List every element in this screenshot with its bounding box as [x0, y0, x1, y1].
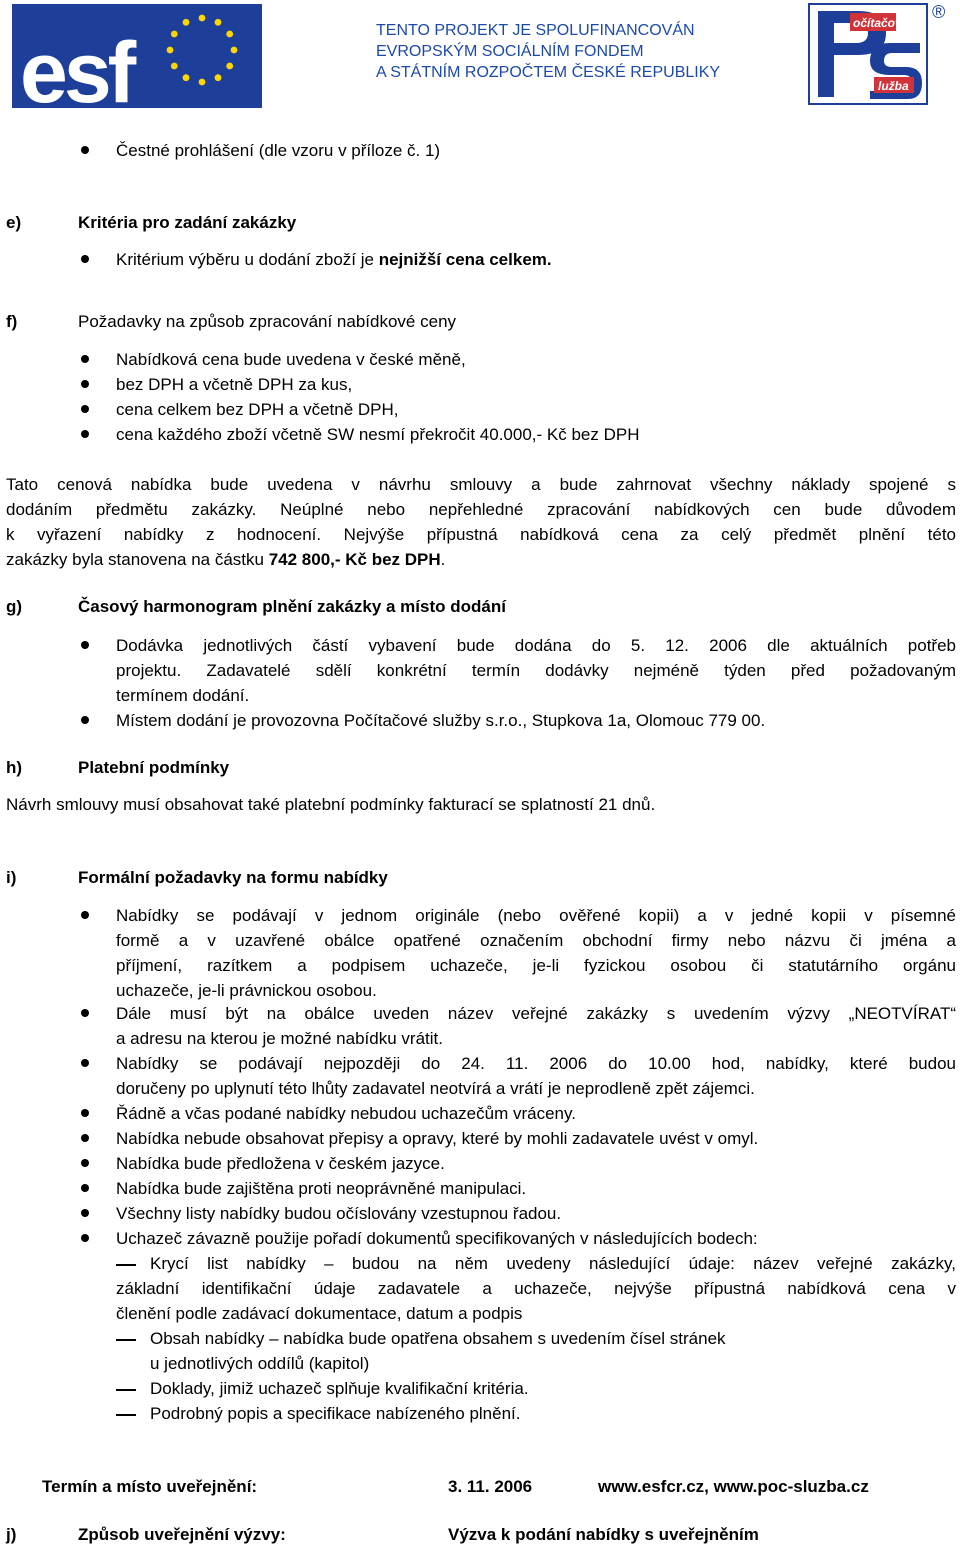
ps-logo-top-text: očítačová [853, 16, 909, 30]
bullet-icon [81, 716, 89, 724]
section-f-label: f) [6, 312, 18, 331]
section-h-label: h) [6, 758, 23, 777]
formal-req-line: příjmení, razítkem a podpisem uchazeče, je-li fyzickou osobou či statutárního orgánu [116, 956, 956, 975]
dash-icon [116, 1414, 136, 1416]
doc-order-line: základní identifikační údaje zadavatele a uchazeče, nejvýše přípustná nabídková cena v [116, 1279, 956, 1298]
delivery-line: projektu. Zadavatelé sdělí konkrétní termín dodávky nejméně týden před požadovaným [116, 661, 956, 680]
section-h-title: Platební podmínky [78, 758, 230, 777]
formal-req-line: Nabídky se podávají v jednom originále (nebo ověřené kopii) a v jedné kopii v písemné [116, 906, 956, 925]
formal-req-line: Nabídka bude předložena v českém jazyce. [116, 1154, 445, 1173]
doc-order-line: u jednotlivých oddílů (kapitol) [150, 1354, 370, 1373]
formal-req-line: a adresu na kterou je možné nabídku vrátit. [116, 1029, 443, 1048]
bullet-icon [81, 255, 89, 263]
section-g-label: g) [6, 597, 23, 616]
price-paragraph-last-line [6, 547, 445, 572]
registered-mark: ® [932, 2, 946, 22]
bullet-icon [81, 1209, 89, 1217]
delivery-line: termínem dodání. [116, 686, 250, 705]
criterion-prefix: Kritérium výběru u dodání zboží je [116, 250, 379, 269]
intro-bullet-text: Čestné prohlášení (dle vzoru v příloze č. 1) [116, 141, 441, 160]
publication-urls: www.esfcr.cz, www.poc-sluzba.cz [598, 1477, 869, 1496]
section-f-bullet: cena každého zboží včetně SW nesmí překročit 40.000,- Kč bez DPH [116, 425, 640, 444]
section-f-title: Požadavky na způsob zpracování nabídkové ceny [78, 312, 457, 331]
bullet-icon [81, 380, 89, 388]
publication-date: 3. 11. 2006 [448, 1477, 533, 1496]
pocitacova-sluzba-logo [808, 3, 928, 105]
formal-req-line: doručeny po uplynutí této lhůty zadavatel neotvírá a vrátí je neprodleně zpět zájemci. [116, 1079, 755, 1098]
max-price-value: 742 800,- Kč bez DPH [268, 550, 441, 569]
delivery-line: Dodávka jednotlivých částí vybavení bude dodána do 5. 12. 2006 dle aktuálních potřeb [116, 636, 956, 655]
bullet-icon [81, 430, 89, 438]
bullet-icon [81, 146, 89, 154]
section-f-bullet: cena celkem bez DPH a včetně DPH, [116, 400, 399, 419]
section-j-title: Způsob uveřejnění výzvy: [78, 1525, 286, 1544]
bullet-icon [81, 1009, 89, 1017]
formal-req-line: Nabídka nebude obsahovat přepisy a opravy, které by mohli zadavatele uvést v omyl. [116, 1129, 759, 1148]
doc-order-line: Obsah nabídky – nabídka bude opatřena obsahem s uvedením čísel stránek [150, 1329, 726, 1348]
formal-req-line: Uchazeč závazně použije pořadí dokumentů specifikovaných v následujících bodech: [116, 1229, 758, 1248]
publication-label: Termín a místo uveřejnění: [42, 1477, 258, 1496]
formal-req-line: Řádně a včas podané nabídky nebudou uchazečům vráceny. [116, 1104, 576, 1123]
section-i-label: i) [6, 868, 17, 887]
section-f-bullet: Nabídková cena bude uvedena v české měně, [116, 350, 466, 369]
bullet-icon [81, 1234, 89, 1242]
max-price-suffix: . [440, 550, 446, 569]
payment-terms-text: Návrh smlouvy musí obsahovat také platební podmínky fakturací se splatností 21 dnů. [6, 795, 656, 814]
price-paragraph-line: Tato cenová nabídka bude uvedena v návrhu smlouvy a bude zahrnovat všechny náklady spojené s [6, 475, 956, 494]
ps-logo-bottom-text: lužba [878, 79, 909, 93]
bullet-icon [81, 1159, 89, 1167]
section-e-bullet [116, 247, 552, 272]
section-j-label: j) [6, 1525, 17, 1544]
bullet-icon [81, 911, 89, 919]
project-line: A STÁTNÍM ROZPOČTEM ČESKÉ REPUBLIKY [376, 64, 721, 81]
formal-req-line: Nabídky se podávají nejpozději do 24. 11. 2006 do 10.00 hod, nabídky, které budou [116, 1054, 956, 1073]
section-e-label: e) [6, 213, 22, 232]
section-i-title: Formální požadavky na formu nabídky [78, 868, 388, 887]
formal-req-line: uchazeče, je-li právnickou osobou. [116, 981, 377, 1000]
section-j-value: Výzva k podání nabídky s uveřejněním [448, 1525, 759, 1544]
formal-req-line: Nabídka bude zajištěna proti neoprávněné manipulaci. [116, 1179, 527, 1198]
criterion-bold: nejnižší cena celkem. [378, 250, 552, 269]
project-line: TENTO PROJEKT JE SPOLUFINANCOVÁN [376, 22, 695, 39]
formal-req-line: Všechny listy nabídky budou očíslovány vzestupnou řadou. [116, 1204, 562, 1223]
dash-icon [116, 1339, 136, 1341]
bullet-icon [81, 1059, 89, 1067]
section-g-title: Časový harmonogram plnění zakázky a místo dodání [78, 597, 506, 616]
esf-logo-text: esf [20, 25, 133, 108]
bullet-icon [81, 1109, 89, 1117]
bullet-icon [81, 405, 89, 413]
dash-icon [116, 1389, 136, 1391]
bullet-icon [81, 641, 89, 649]
bullet-icon [81, 1184, 89, 1192]
project-line: EVROPSKÝM SOCIÁLNÍM FONDEM [376, 43, 644, 60]
section-f-bullet: bez DPH a včetně DPH za kus, [116, 375, 353, 394]
max-price-prefix: zakázky byla stanovena na částku [6, 550, 269, 569]
delivery-place: Místem dodání je provozovna Počítačové služby s.r.o., Stupkova 1a, Olomouc 779 00. [116, 711, 766, 730]
doc-order-line: Podrobný popis a specifikace nabízeného plnění. [150, 1404, 521, 1423]
bullet-icon [81, 355, 89, 363]
doc-order-line: Krycí list nabídky – budou na něm uvedeny následující údaje: název veřejné zakázky, [150, 1254, 956, 1273]
price-paragraph-line: dodáním předmětu zakázky. Neúplné nebo nepřehledné zpracování nabídkových cen bude důvodem [6, 500, 956, 519]
formal-req-line: formě a v uzavřené obálce opatřené označením obchodní firmy nebo názvu či jména a [116, 931, 956, 950]
doc-order-line: Doklady, jimiž uchazeč splňuje kvalifikační kritéria. [150, 1379, 529, 1398]
doc-order-line: členění podle zadávací dokumentace, datum a podpis [116, 1304, 523, 1323]
bullet-icon [81, 1134, 89, 1142]
project-cofinancing-note [376, 20, 756, 83]
esf-logo [12, 4, 262, 108]
section-e-title: Kritéria pro zadání zakázky [78, 213, 297, 232]
price-paragraph-line: k vyřazení nabídky z hodnocení. Nejvýše přípustná nabídková cena za celý předmět plnění této [6, 525, 956, 544]
dash-icon [116, 1264, 136, 1266]
formal-req-line: Dále musí být na obálce uveden název veřejné zakázky s uvedením výzvy „NEOTVÍRAT“ [116, 1004, 956, 1023]
